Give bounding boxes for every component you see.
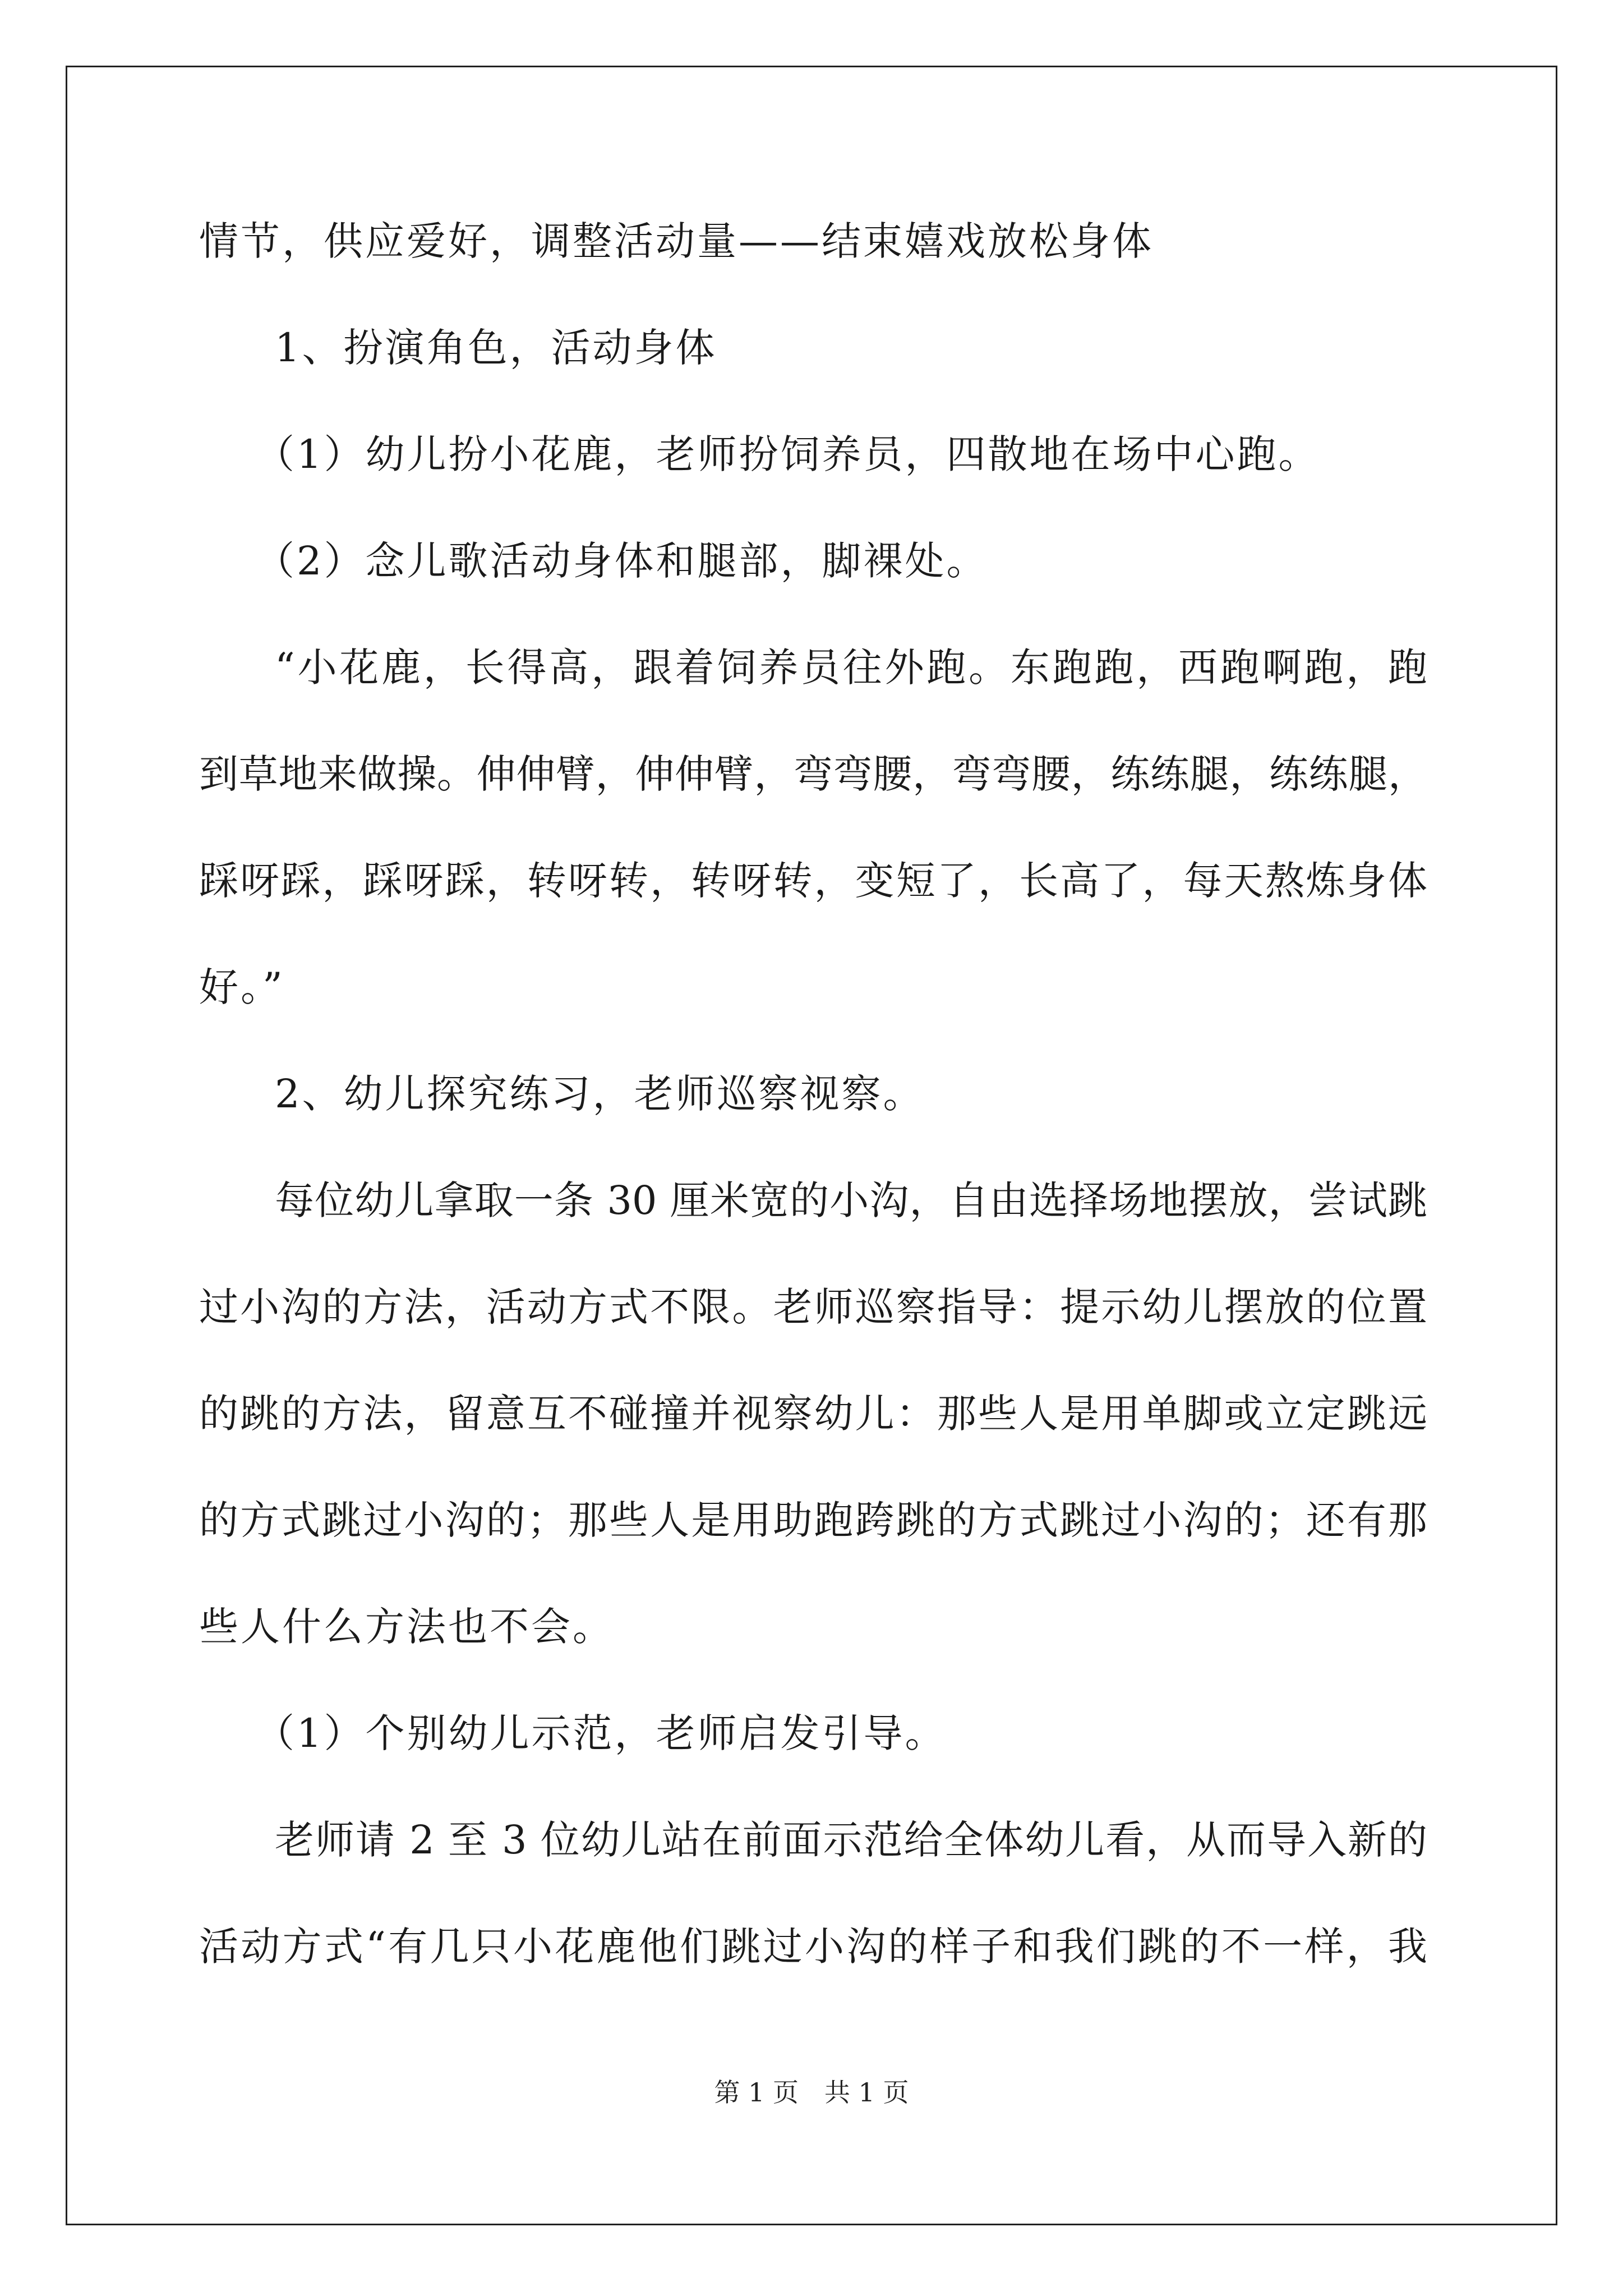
rhyme-line-2: 到草地来做操。伸伸臂，伸伸臂，弯弯腰，弯弯腰，练练腿，练练腿， <box>199 751 1427 797</box>
rhyme-line-4: 好。” <box>199 964 285 1010</box>
section-heading-2: 2、幼儿探究练习，老师巡察视察。 <box>275 1071 925 1117</box>
paragraph-line-4: 的方式跳过小沟的；那些人是用助跑跨跳的方式跳过小沟的；还有那 <box>199 1497 1427 1543</box>
rhyme-line-3: 踩呀踩，踩呀踩，转呀转，转呀转，变短了，长高了，每天熬炼身体 <box>199 858 1427 904</box>
paragraph-line-6: 老师请 2 至 3 位幼儿站在前面示范给全体幼儿看，从而导入新的 <box>275 1817 1427 1863</box>
page-border <box>66 66 1557 2225</box>
paragraph-line-3: 的跳的方法，留意互不碰撞并视察幼儿：那些人是用单脚或立定跳远 <box>199 1391 1427 1437</box>
paragraph-line-2: 过小沟的方法，活动方式不限。老师巡察指导：提示幼儿摆放的位置 <box>199 1284 1427 1330</box>
section-heading-1: 1、扮演角色，活动身体 <box>275 325 717 371</box>
paragraph-line-7: 活动方式“有几只小花鹿他们跳过小沟的样子和我们跳的不一样，我 <box>199 1924 1427 1970</box>
list-item-1: （1）幼儿扮小花鹿，老师扮饲养员，四散地在场中心跑。 <box>255 431 1320 477</box>
paragraph-line-5: 些人什么方法也不会。 <box>199 1604 614 1650</box>
page-footer: 第 1 页 共 1 页 <box>714 2077 909 2108</box>
list-item-2: （2）念儿歌活动身体和腿部，脚裸处。 <box>255 538 988 584</box>
text-line-continuation: 情节，供应爱好，调整活动量——结束嬉戏放松身体 <box>199 218 1154 264</box>
list-item-3: （1）个别幼儿示范，老师启发引导。 <box>255 1710 947 1756</box>
paragraph-line-1: 每位幼儿拿取一条 30 厘米宽的小沟，自由选择场地摆放，尝试跳 <box>275 1177 1427 1223</box>
rhyme-line-1: “小花鹿，长得高，跟着饲养员往外跑。东跑跑，西跑啊跑，跑 <box>275 645 1427 691</box>
